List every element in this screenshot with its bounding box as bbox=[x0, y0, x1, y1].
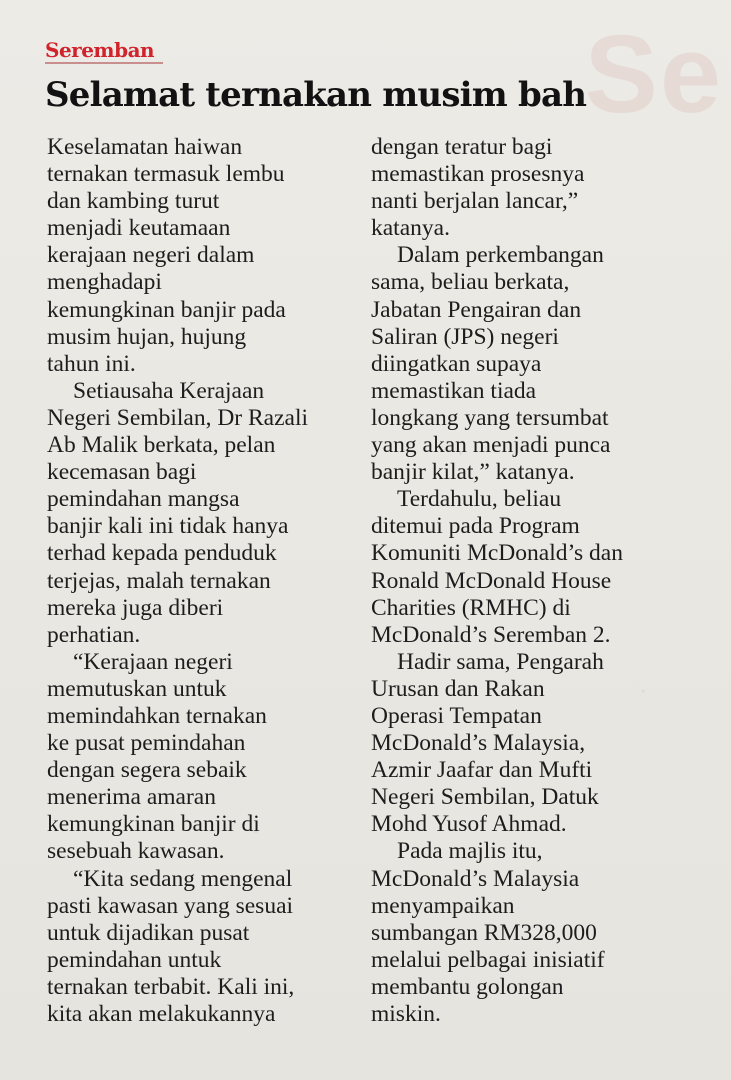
article-headline: Selamat ternakan musim bah bbox=[45, 75, 587, 115]
article-text-line: kerajaan negeri dalam bbox=[47, 242, 255, 269]
article-text-line: memindahkan ternakan bbox=[47, 702, 267, 729]
article-text-line: nanti berjalan lancar,” bbox=[371, 188, 579, 215]
article-text-line: perhatian. bbox=[47, 621, 141, 648]
article-text-line: Negeri Sembilan, Dr Razali bbox=[47, 404, 309, 431]
background-bleed-through-lettering: Se bbox=[584, 13, 723, 136]
article-text-line: McDonald’s Seremban 2. bbox=[371, 621, 611, 648]
article-text-line: sumbangan RM328,000 bbox=[371, 919, 597, 946]
article-text-line: dengan teratur bagi bbox=[371, 134, 553, 160]
article-text-line: sesebuah kawasan. bbox=[47, 838, 225, 865]
article-text-line: Charities (RMHC) di bbox=[371, 594, 571, 621]
article-text-line: ke pusat pemindahan bbox=[47, 730, 246, 757]
article-text-line: mereka juga diberi bbox=[47, 594, 224, 621]
article-text-line: yang akan menjadi punca bbox=[371, 432, 611, 459]
article-text-line: Saliran (JPS) negeri bbox=[371, 323, 559, 350]
article-text-line: dengan segera sebaik bbox=[47, 757, 247, 784]
article-text-line: Keselamatan haiwan bbox=[47, 134, 243, 160]
article-column-left bbox=[47, 134, 352, 1028]
article-text-line: banjir kilat,” katanya. bbox=[371, 459, 575, 486]
section-underline bbox=[45, 62, 163, 64]
article-text-line: menghadapi bbox=[47, 269, 162, 296]
article-text-line: melalui pelbagai inisiatif bbox=[371, 946, 605, 973]
article-text-line: McDonald’s Malaysia, bbox=[371, 730, 586, 757]
article-text-line: Mohd Yusof Ahmad. bbox=[371, 811, 567, 838]
article-text-line: terhad kepada penduduk bbox=[47, 540, 277, 567]
article-text-line: Operasi Tempatan bbox=[371, 702, 542, 729]
article-text-line: “Kita sedang mengenal bbox=[73, 865, 293, 892]
article-text-line: pasti kawasan yang sesuai bbox=[47, 892, 294, 919]
article-text-line: memastikan tiada bbox=[371, 377, 537, 404]
article-text-line: longkang yang tersumbat bbox=[371, 404, 609, 431]
article-text-line: memutuskan untuk bbox=[47, 675, 227, 702]
article-text-line: Setiausaha Kerajaan bbox=[73, 377, 265, 404]
article-text-line: Terdahulu, beliau bbox=[397, 486, 562, 513]
article-text-line: kemungkinan banjir pada bbox=[47, 296, 286, 323]
article-text-line: kecemasan bagi bbox=[47, 459, 197, 486]
article-text-line: kemungkinan banjir di bbox=[47, 811, 260, 838]
article-text-line: untuk dijadikan pusat bbox=[47, 919, 250, 946]
article-text-line: menerima amaran bbox=[47, 784, 216, 811]
article-text-line: pemindahan untuk bbox=[47, 946, 222, 973]
section-label: Seremban bbox=[45, 38, 155, 62]
article-text-line: Negeri Sembilan, Datuk bbox=[371, 784, 599, 811]
article-text-line: dan kambing turut bbox=[47, 188, 220, 215]
article-text-line: miskin. bbox=[371, 1001, 441, 1027]
article-column-right bbox=[371, 134, 681, 1028]
article-text-line: ternakan terbabit. Kali ini, bbox=[47, 973, 295, 1000]
article-text-line: menjadi keutamaan bbox=[47, 215, 231, 242]
article-text-line: membantu golongan bbox=[371, 973, 564, 1000]
article-text-line: “Kerajaan negeri bbox=[73, 648, 233, 675]
article-text-line: Azmir Jaafar dan Mufti bbox=[371, 757, 593, 784]
article-text-line: Hadir sama, Pengarah bbox=[397, 648, 604, 675]
article-text-line: katanya. bbox=[371, 215, 450, 242]
article-text-line: terjejas, malah ternakan bbox=[47, 567, 271, 594]
article-text-line: Dalam perkembangan bbox=[397, 242, 604, 269]
article-text-line: banjir kali ini tidak hanya bbox=[47, 513, 289, 540]
article-text-line: memastikan prosesnya bbox=[371, 161, 585, 188]
article-text-line: Ab Malik berkata, pelan bbox=[47, 432, 276, 459]
article-text-line: Pada majlis itu, bbox=[397, 838, 543, 865]
article-text-line: pemindahan mangsa bbox=[47, 486, 240, 513]
article-text-line: menyampaikan bbox=[371, 892, 515, 919]
article-text-line: Komuniti McDonald’s dan bbox=[371, 540, 623, 567]
article-text-line: sama, beliau berkata, bbox=[371, 269, 570, 296]
article-text-line: ternakan termasuk lembu bbox=[47, 161, 285, 188]
article-text-line: diingatkan supaya bbox=[371, 350, 542, 377]
article-text-line: McDonald’s Malaysia bbox=[371, 865, 580, 892]
article-text-line: kita akan melakukannya bbox=[47, 1001, 276, 1027]
article-text-line: tahun ini. bbox=[47, 350, 136, 377]
article-text-line: musim hujan, hujung bbox=[47, 323, 247, 350]
article-text-line: Urusan dan Rakan bbox=[371, 675, 545, 702]
article-text-line: Jabatan Pengairan dan bbox=[371, 296, 582, 323]
article-text-line: ditemui pada Program bbox=[371, 513, 580, 540]
article-text-line: Ronald McDonald House bbox=[371, 567, 612, 594]
